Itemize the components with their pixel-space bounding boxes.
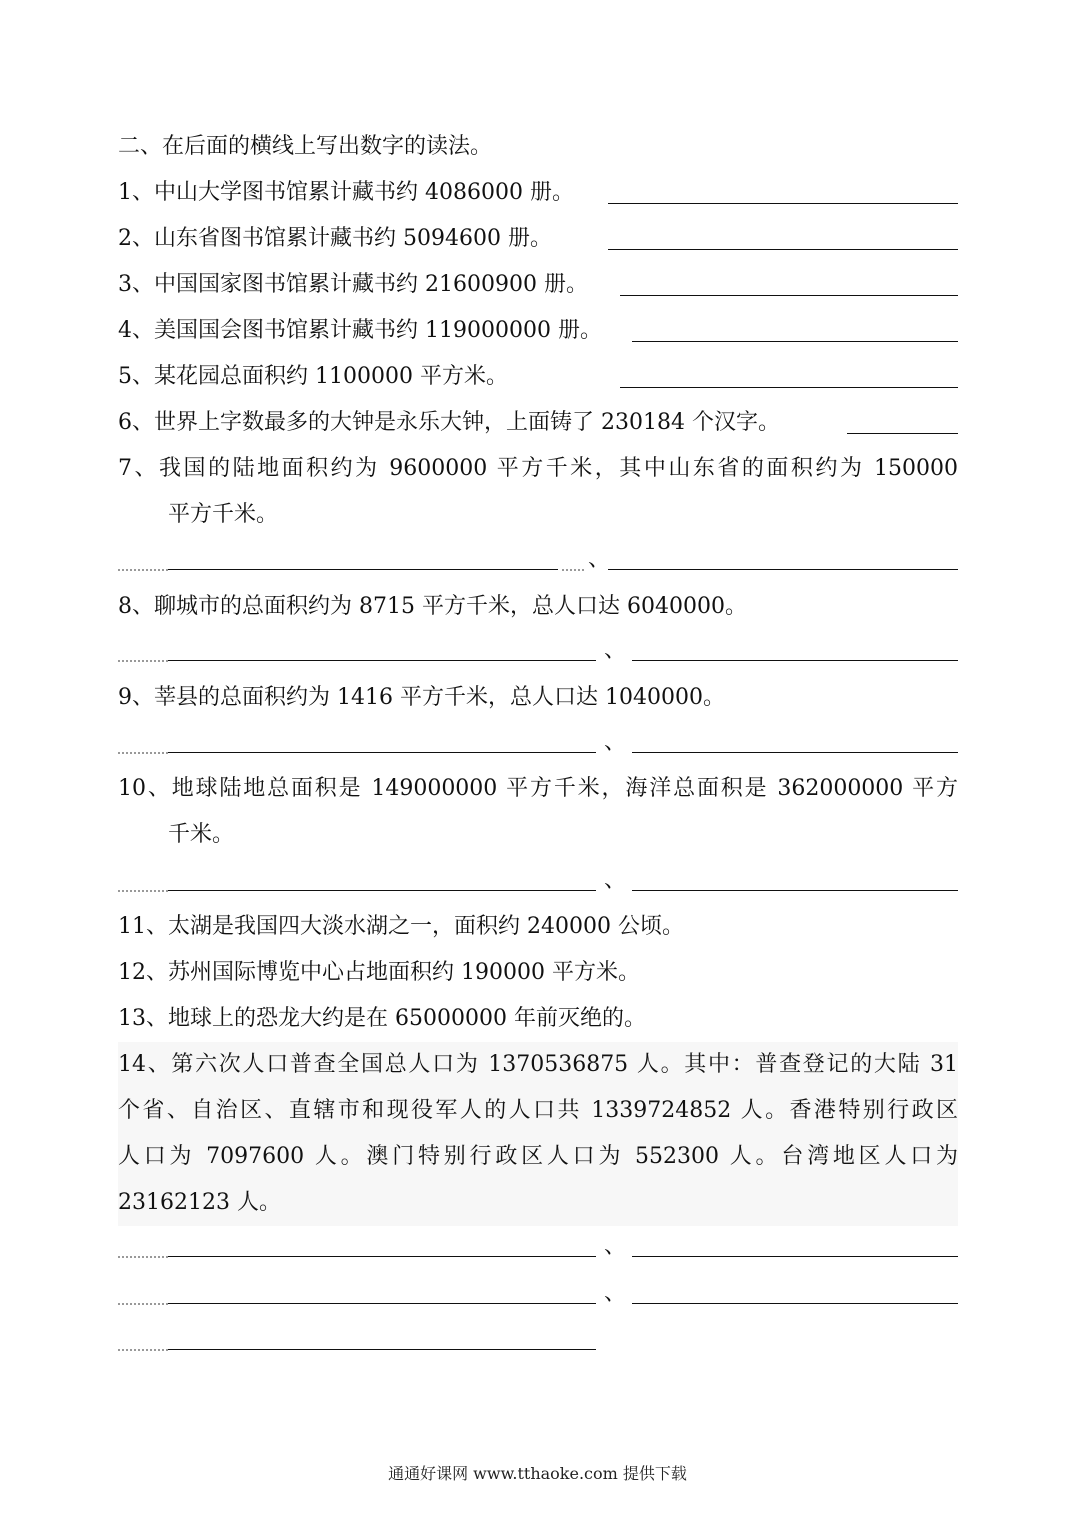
dotted-guide <box>118 890 168 892</box>
answer-line-10b[interactable] <box>632 890 958 891</box>
separator-mark: 、 <box>604 638 627 663</box>
question-5: 5、某花园总面积约 1100000 平方米。 <box>118 364 508 389</box>
question-8: 8、聊城市的总面积约为 8715 平方千米，总人口达 6040000。 <box>118 594 747 619</box>
separator-mark: 、 <box>588 547 611 572</box>
separator-mark: 、 <box>604 868 627 893</box>
question-6: 6、世界上字数最多的大钟是永乐大钟，上面铸了 230184 个汉字。 <box>118 410 780 435</box>
question-2: 2、山东省图书馆累计藏书约 5094600 册。 <box>118 226 552 251</box>
answer-line-7a[interactable] <box>168 569 558 570</box>
question-14 <box>118 1042 958 1226</box>
answer-line-4[interactable] <box>632 341 958 342</box>
answer-line-8a[interactable] <box>168 660 596 661</box>
question-14-line-4: 23162123 人。 <box>118 1190 281 1215</box>
question-9: 9、莘县的总面积约为 1416 平方千米，总人口达 1040000。 <box>118 685 725 710</box>
answer-line-7b[interactable] <box>608 569 958 570</box>
section-heading: 二、在后面的横线上写出数字的读法。 <box>118 134 493 159</box>
dotted-guide <box>118 1349 168 1351</box>
separator-mark: 、 <box>604 1234 627 1259</box>
dotted-guide <box>118 752 168 754</box>
question-14-line-3: 人口为 7097600 人。澳门特别行政区人口为 552300 人。台湾地区人口为 <box>118 1144 958 1169</box>
separator-mark: 、 <box>604 1281 627 1306</box>
question-7-line-2: 平方千米。 <box>168 502 279 527</box>
question-4: 4、美国国会图书馆累计藏书约 119000000 册。 <box>118 318 602 343</box>
question-11: 11、太湖是我国四大淡水湖之一，面积约 240000 公顷。 <box>118 914 684 939</box>
dotted-guide <box>118 660 168 662</box>
question-14-line-2: 个省、自治区、直辖市和现役军人的人口共 1339724852 人。香港特别行政区 <box>118 1098 958 1123</box>
page-footer: 通通好课网 www.tthaoke.com 提供下载 <box>388 1464 687 1483</box>
answer-line-14e[interactable] <box>168 1349 596 1350</box>
dotted-guide <box>118 1256 168 1258</box>
question-10-line-2: 千米。 <box>168 822 235 847</box>
answer-line-14a[interactable] <box>168 1256 596 1257</box>
answer-line-1[interactable] <box>608 203 958 204</box>
dotted-guide <box>118 569 168 571</box>
answer-line-9a[interactable] <box>168 752 596 753</box>
answer-line-6[interactable] <box>847 433 958 434</box>
answer-line-3[interactable] <box>620 295 958 296</box>
answer-line-10a[interactable] <box>168 890 596 891</box>
answer-line-14c[interactable] <box>168 1303 596 1304</box>
question-1: 1、中山大学图书馆累计藏书约 4086000 册。 <box>118 180 574 205</box>
dotted-guide <box>118 1303 168 1305</box>
answer-line-9b[interactable] <box>632 752 958 753</box>
question-10-line-1: 10、地球陆地总面积是 149000000 平方千米，海洋总面积是 362000000 平方 <box>118 776 958 801</box>
dotted-guide <box>562 569 584 571</box>
separator-mark: 、 <box>604 730 627 755</box>
answer-line-14b[interactable] <box>632 1256 958 1257</box>
question-12: 12、苏州国际博览中心占地面积约 190000 平方米。 <box>118 960 640 985</box>
question-7-line-1: 7、我国的陆地面积约为 9600000 平方千米，其中山东省的面积约为 150000 <box>118 456 958 481</box>
question-13: 13、地球上的恐龙大约是在 65000000 年前灭绝的。 <box>118 1006 646 1031</box>
answer-line-8b[interactable] <box>632 660 958 661</box>
question-3: 3、中国国家图书馆累计藏书约 21600900 册。 <box>118 272 588 297</box>
answer-line-2[interactable] <box>608 249 958 250</box>
question-14-line-1: 14、第六次人口普查全国总人口为 1370536875 人。其中：普查登记的大陆 31 <box>118 1052 958 1077</box>
answer-line-5[interactable] <box>620 387 958 388</box>
answer-line-14d[interactable] <box>632 1303 958 1304</box>
